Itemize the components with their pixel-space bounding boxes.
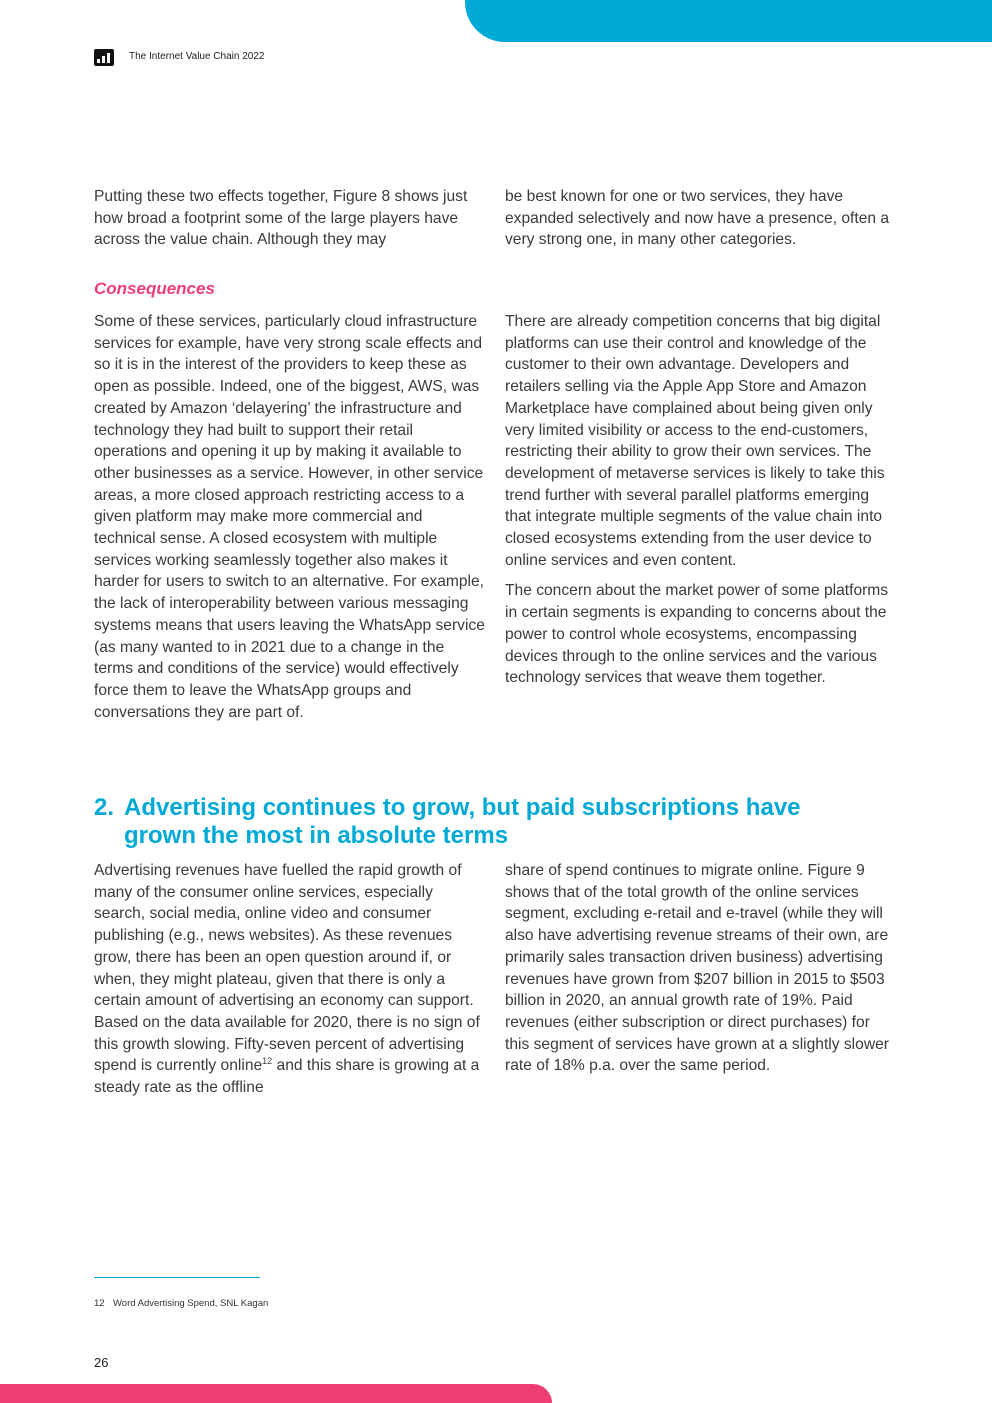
section-2-title [94, 794, 914, 850]
header-title: The Internet Value Chain 2022 [129, 51, 265, 62]
footnote-number: 12 [94, 1298, 105, 1309]
consequences-right-paragraph-1: There are already competition concerns that big digital platforms can use their control and knowledge of the customer to their own advantage. Developers and retailers selling via the Apple App Store and Amazon Marketplace have complained about being given only very limited visibility or access to the end-customers, restricting their ability to grow their own services. The development of metaverse services is likely to take this trend further with several parallel platforms emerging that integrate multiple segments of the value chain into closed ecosystems extending from the user device to online services and even content. [505, 313, 885, 569]
intro-left-text: Putting these two effects together, Figure 8 shows just how broad a footprint some of the large players have across the value chain. Although they may [94, 188, 468, 249]
section-2-left-paragraph [94, 860, 486, 1099]
section-2-right-column [505, 860, 897, 1086]
consequences-left-column [94, 311, 486, 732]
section-2-left-text-continued: and this share is growing at a steady rate as the offline [94, 1057, 480, 1097]
consequences-right-column [505, 311, 897, 698]
section-2-title-line1: Advertising continues to grow, but paid subscriptions have [124, 794, 801, 821]
intro-left-column [94, 186, 486, 260]
intro-right-column [505, 186, 897, 260]
section-2-title-line2: grown the most in absolute terms [124, 822, 509, 849]
section-2-left-column [94, 860, 486, 1108]
footnote-text: Word Advertising Spend, SNL Kagan [113, 1298, 269, 1309]
footnote [94, 1298, 268, 1309]
footnote-reference[interactable]: 12 [262, 1056, 273, 1067]
top-decorative-band [465, 0, 992, 42]
footnote-divider [94, 1277, 260, 1278]
consequences-right-paragraph-2: The concern about the market power of some platforms in certain segments is expanding to concerns about the power to control whole ecosystems, encompassing devices through to the online services and the various technology services that weave them together. [505, 582, 889, 687]
intro-right-text: be best known for one or two services, they have expanded selectively and now have a presence, often a very strong one, in many other categories. [505, 188, 890, 249]
consequences-left-paragraph: Some of these services, particularly cloud infrastructure services for example, have very strong scale effects and so it is in the interest of the providers to keep these as open as possible. Indeed, one of the biggest, AWS, was created by Amazon ‘delayering’ the infrastructure and technology they had built to support their retail operations and opening it up by making it available to other businesses as a service. However, in other service areas, a more closed approach restricting access to a given platform may make more commercial and technical sense. A closed ecosystem with multiple services working seamlessly together also makes it harder for users to switch to an alternative. For example, the lack of interoperability between various messaging systems means that users leaving the WhatsApp service (as many wanted to in 2021 due to a change in the terms and conditions of the service) would effectively force them to leave the WhatsApp groups and conversations they are part of. [94, 313, 485, 721]
section-2-left-text: Advertising revenues have fuelled the rapid growth of many of the consumer online services, especially search, social media, online video and consumer publishing (e.g., news websites). As these revenues grow, there has been an open question around if, or when, they might plateau, given that there is only a certain amount of advertising an economy can support. Based on the data available for 2020, there is no sign of this growth slowing. Fifty-seven percent of advertising spend is currently online [94, 862, 480, 1075]
bottom-decorative-band [0, 1384, 552, 1403]
consequences-heading: Consequences [94, 279, 215, 298]
section-2-right-paragraph: share of spend continues to migrate online. Figure 9 shows that of the total growth of the online services segment, excluding e-retail and e-travel (while they will also have advertising revenue streams of their own, are primarily sales transaction driven business) advertising revenues have grown from $207 billion in 2015 to $503 billion in 2020, an annual growth rate of 19%. Paid revenues (either subscription or direct purchases) for this segment of services have grown at a slightly slower rate of 18% p.a. over the same period. [505, 862, 889, 1075]
page-number: 26 [94, 1355, 109, 1370]
report-logo-icon [94, 49, 114, 66]
section-2-number: 2. [94, 794, 115, 821]
